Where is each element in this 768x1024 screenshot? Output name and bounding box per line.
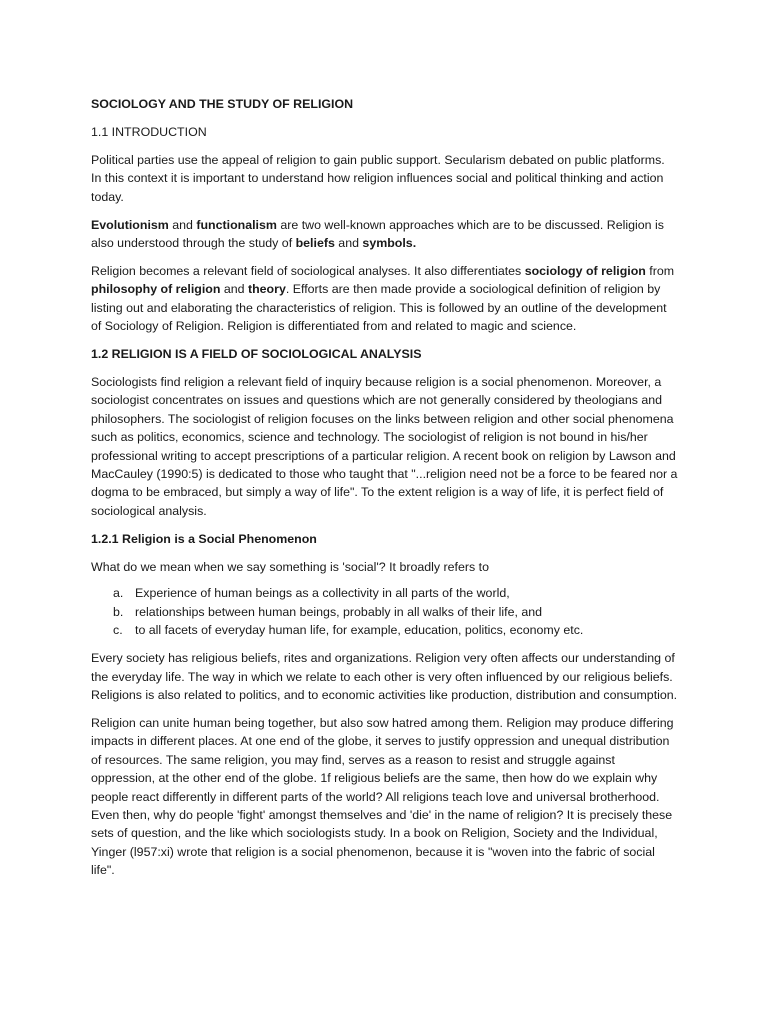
section-heading-field-of-analysis: 1.2 RELIGION IS A FIELD OF SOCIOLOGICAL ANALYSIS (91, 346, 422, 361)
section-1-2-1-paragraph-2: Every society has religious beliefs, rites and organizations. Religion very often affects our understanding of the everyday life. The way in which we relate to each other is very often influenced by our religious beliefs. Religions is also related to politics, and to economic activities like production, distribution and consumption. (91, 651, 678, 702)
list-item-text: Experience of human beings as a collectivity in all parts of the world, (135, 586, 510, 601)
intro-paragraph-3 (91, 262, 678, 336)
list-marker: c. (113, 623, 123, 638)
intro-paragraph-2 (91, 216, 678, 253)
list-marker: a. (113, 586, 124, 601)
social-definition-list (91, 584, 678, 639)
section-heading-introduction: 1.1 INTRODUCTION (91, 124, 207, 139)
text-run: and (220, 282, 248, 297)
intro-paragraph-1: Political parties use the appeal of religion to gain public support. Secularism debated on public platforms. In this context it is important to understand how religion influences social and political thinking and action today. (91, 152, 665, 204)
section-1-2-1-intro: What do we mean when we say something is 'social'? It broadly refers to (91, 559, 489, 574)
text-run: are two well-known approaches which are to be discussed. Religion is also understood through the study of (91, 217, 664, 250)
term-evolutionism: Evolutionism (91, 217, 169, 232)
list-item-text: to all facets of everyday human life, for example, education, politics, economy etc. (135, 623, 584, 638)
text-run: and (334, 235, 363, 250)
list-item (91, 621, 678, 639)
list-item (91, 584, 678, 602)
section-heading-social-phenomenon: 1.2.1 Religion is a Social Phenomenon (91, 531, 317, 546)
list-item (91, 603, 678, 621)
list-marker: b. (113, 604, 124, 619)
text-run: . Efforts are then made provide a sociological definition of religion by listing out and elaborating the characteristics of religion. This is followed by an outline of the development of Sociology of Religion. Religion is differentiated from and related to magic and science. (91, 282, 667, 334)
section-1-2-1-paragraph-3: Religion can unite human being together, but also sow hatred among them. Religion may produce differing impacts in different places. At one end of the globe, it serves to justify oppression and unequal distribution of resources. The same religion, you may find, serves as a reason to resist and struggle against oppression, at the other end of the globe. 1f religious beliefs are the same, then how do we explain why people react differently in different parts of the world? All religions teach love and universal brotherhood. Even then, why do people 'fight' amongst themselves and 'die' in the name of religion? It is precisely these sets of question, and the like which sociologists study. In a book on Religion, Society and the Individual, Yinger (l957:xi) wrote that religion is a social phenomenon, because it is "woven into the fabric of social life". (91, 715, 674, 878)
term-theory: theory (247, 282, 286, 297)
term-philosophy-of-religion: philosophy of religion (91, 282, 221, 297)
term-sociology-of-religion: sociology of religion (524, 263, 646, 278)
text-run: and (168, 217, 197, 232)
section-1-2-paragraph: Sociologists find religion a relevant field of inquiry because religion is a social phenomenon. Moreover, a sociologist concentrates on issues and questions which are not generally considered by theologians and philosophers. The sociologist of religion focuses on the links between religion and other social phenomena such as politics, economics, science and technology. The sociologist of religion is not bound in his/her professional writing to accept prescriptions of a particular religion. A recent book on religion by Lawson and MacCauley (1990:5) is dedicated to those who taught that "...religion need not be a force to be feared nor a dogma to be embraced, but simply a way of life". To the extent religion is a way of life, it is perfect field of sociological analysis. (91, 374, 678, 518)
text-run: Religion becomes a relevant field of sociological analyses. It also differentiates (91, 263, 525, 278)
term-functionalism: functionalism (196, 217, 277, 232)
term-symbols: symbols. (362, 235, 417, 250)
text-run: from (645, 263, 675, 278)
term-beliefs: beliefs (295, 235, 335, 250)
document-title: SOCIOLOGY AND THE STUDY OF RELIGION (91, 97, 354, 111)
list-item-text: relationships between human beings, probably in all walks of their life, and (135, 604, 543, 619)
